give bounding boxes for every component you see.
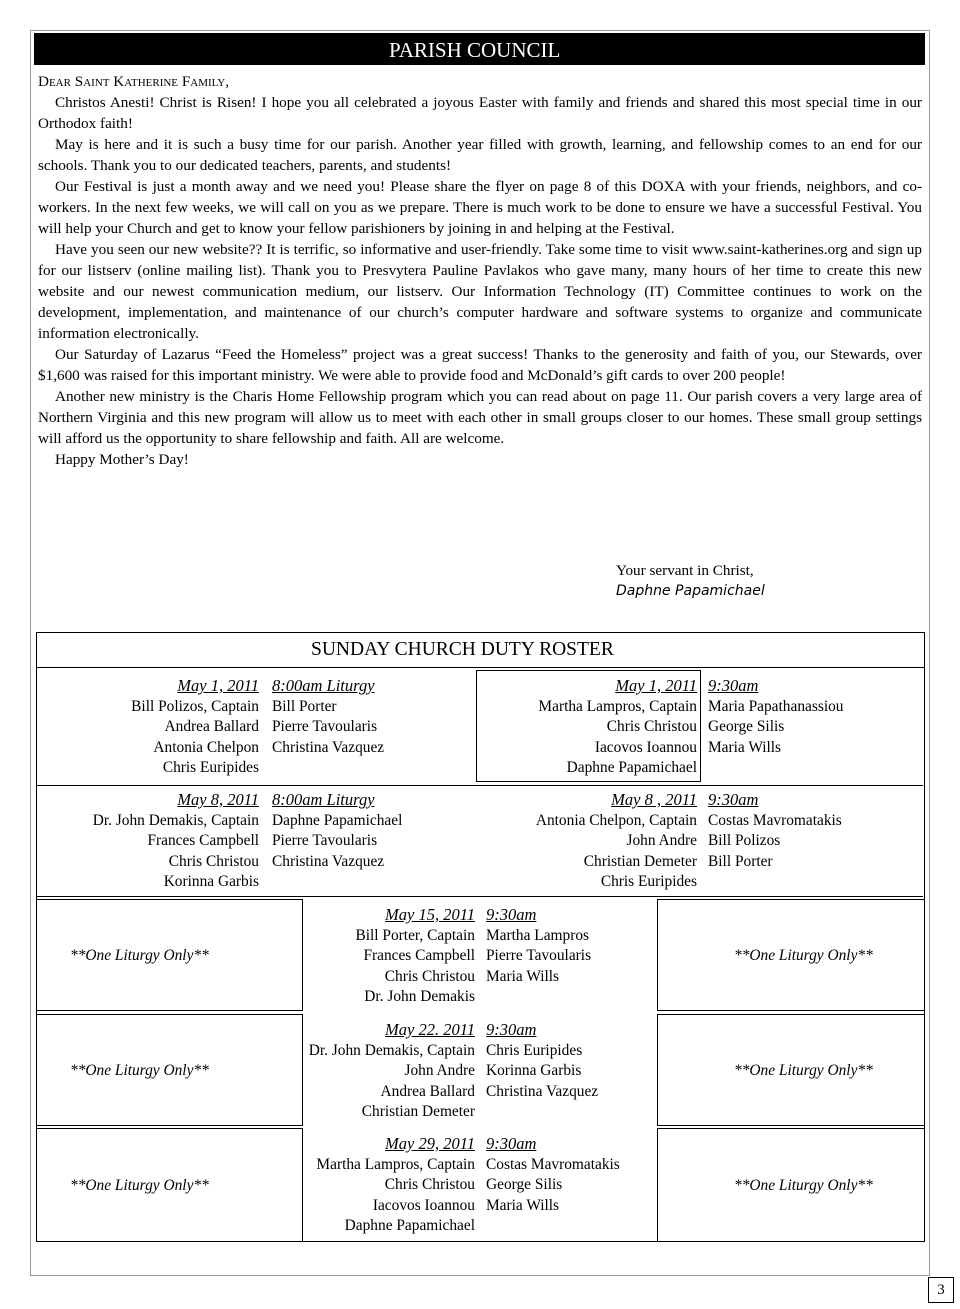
- roster-name: John Andre: [626, 832, 697, 849]
- roster-name: Daphne Papamichael: [344, 1217, 475, 1234]
- roster-name: Bill Porter, Captain: [355, 926, 475, 944]
- signature-block: [616, 560, 765, 602]
- roster-name: Chris Christou: [384, 1176, 475, 1193]
- roster-date: May 8 , 2011: [611, 790, 697, 809]
- roster-time: 9:30am: [708, 790, 759, 809]
- one-liturgy-note: **One Liturgy Only**: [734, 1062, 873, 1079]
- one-liturgy-note: **One Liturgy Only**: [70, 1177, 209, 1194]
- roster-name: George Silis: [708, 718, 785, 735]
- salutation: Dear Saint Katherine Family,: [38, 73, 230, 90]
- roster-name: Dr. John Demakis: [364, 988, 475, 1005]
- letter-paragraph: May is here and it is such a busy time for our parish. Another year filled with growth, learning, and fellowship comes to an end for our schools. Thank you to our dedicated teachers, parents, and students!: [38, 136, 922, 174]
- roster-name: Antonia Chelpon, Captain: [535, 811, 697, 829]
- roster-names: [256, 1134, 475, 1237]
- roster-name: Costas Mavromatakis: [708, 811, 842, 829]
- roster-chanters: [486, 905, 656, 987]
- letter-paragraph: Another new ministry is the Charis Home Fellowship program which you can read about on page 11. Our parish covers a very large area of Northern Virginia and this new program will allow us to meet with each other in small groups closer to our homes. These small group settings will afford us the opportunity to share fellowship and faith. All are welcome.: [38, 388, 922, 447]
- roster-date: May 8, 2011: [177, 790, 259, 809]
- roster-date: May 1, 2011: [177, 676, 259, 695]
- roster-name: Frances Campbell: [147, 832, 259, 849]
- letter-paragraph: Happy Mother’s Day!: [55, 451, 189, 468]
- roster-chanters: [486, 1134, 656, 1216]
- roster-name: Iacovos Ioannou: [594, 738, 697, 756]
- roster-time: 9:30am: [708, 676, 759, 695]
- roster-name: Dr. John Demakis, Captain: [308, 1041, 475, 1059]
- roster-name: Bill Porter: [708, 852, 773, 870]
- roster-name: Chris Euripides: [162, 759, 259, 776]
- roster-chanters: [272, 790, 472, 872]
- roster-name: Pierre Tavoularis: [272, 718, 378, 735]
- roster-chanters: [708, 676, 918, 758]
- roster-names: [40, 790, 259, 893]
- roster-chanters: [486, 1020, 656, 1102]
- roster-date: May 22. 2011: [385, 1020, 475, 1039]
- roster-name: Iacovos Ioannou: [372, 1196, 475, 1214]
- roster-name: Christina Vazquez: [486, 1082, 599, 1100]
- roster-name: Chris Christou: [168, 852, 259, 870]
- roster-name: Pierre Tavoularis: [486, 947, 592, 964]
- roster-name: Maria Papathanassiou: [708, 697, 844, 715]
- roster-name: Christina Vazquez: [272, 738, 385, 756]
- roster-time: 8:00am Liturgy: [272, 790, 375, 809]
- roster-name: Daphne Papamichael: [566, 759, 697, 776]
- roster-name: Martha Lampros, Captain: [538, 697, 697, 715]
- page-number: 3: [928, 1277, 954, 1303]
- roster-name: Daphne Papamichael: [272, 811, 403, 829]
- letter-body: [38, 71, 922, 470]
- roster-name: John Andre: [404, 1062, 475, 1079]
- letter-paragraph: Have you seen our new website?? It is terrific, so informative and user-friendly. Take some time to visit www.saint-katherines.org and sign up for our listserv (online mailing list). Thank you to Presvytera Pauline Pavlakos who gave many, many hours of her time to create this new website and our newest communication medium, our listserv. Our Information Technology (IT) Committee continues to work on the development, implementation, and maintenance of our church’s computer hardware and software systems to organize and communicate information electronically.: [38, 241, 922, 342]
- roster-name: Andrea Ballard: [164, 718, 259, 735]
- roster-name: Antonia Chelpon: [153, 738, 259, 756]
- roster-name: George Silis: [486, 1176, 563, 1193]
- roster-name: Chris Euripides: [486, 1041, 583, 1059]
- roster-name: Bill Porter: [272, 697, 337, 715]
- roster-names: [478, 790, 697, 893]
- roster-names: [478, 676, 697, 779]
- roster-name: Chris Christou: [384, 967, 475, 985]
- roster-name: Martha Lampros, Captain: [316, 1155, 475, 1173]
- roster-name: Maria Wills: [486, 967, 560, 985]
- closing: Your servant in Christ,: [616, 562, 754, 579]
- roster-name: Costas Mavromatakis: [486, 1155, 620, 1173]
- roster-names: [40, 676, 259, 779]
- letter-paragraph: Our Festival is just a month away and we need you! Please share the flyer on page 8 of this DOXA with your friends, neighbors, and co-workers. In the next few weeks, we will call on you as we prepare. There is much work to be done to ensure we have a successful Festival. You will help your Church and get to know your fellow parishioners by joining in and helping at the Festival.: [38, 178, 922, 237]
- roster-chanters: [272, 676, 472, 758]
- roster-date: May 1, 2011: [615, 676, 697, 695]
- roster-name: Andrea Ballard: [380, 1082, 475, 1100]
- roster-names: [256, 905, 475, 1008]
- roster-name: Chris Euripides: [600, 873, 697, 890]
- roster-time: 9:30am: [486, 1020, 537, 1039]
- roster-name: Bill Polizos: [708, 832, 781, 849]
- roster-name: Bill Polizos, Captain: [131, 697, 259, 715]
- roster-name: Korinna Garbis: [163, 873, 259, 890]
- section-header: [34, 33, 925, 65]
- roster-date: May 15, 2011: [385, 905, 475, 924]
- roster-name: Pierre Tavoularis: [272, 832, 378, 849]
- roster-name: Martha Lampros: [486, 926, 590, 944]
- roster-names: [256, 1020, 475, 1123]
- roster-chanters: [708, 790, 918, 872]
- section-title: PARISH COUNCIL: [389, 38, 561, 62]
- roster-time: 9:30am: [486, 1134, 537, 1153]
- roster-time: 8:00am Liturgy: [272, 676, 375, 695]
- roster-name: Christina Vazquez: [272, 852, 385, 870]
- roster-name: Maria Wills: [486, 1196, 560, 1214]
- divider: [36, 667, 925, 668]
- roster-name: Korinna Garbis: [486, 1062, 582, 1079]
- one-liturgy-note: **One Liturgy Only**: [734, 1177, 873, 1194]
- roster-date: May 29, 2011: [385, 1134, 475, 1153]
- one-liturgy-note: **One Liturgy Only**: [70, 1062, 209, 1079]
- roster-name: Frances Campbell: [363, 947, 475, 964]
- roster-name: Christian Demeter: [361, 1103, 475, 1120]
- roster-name: Maria Wills: [708, 738, 782, 756]
- one-liturgy-note: **One Liturgy Only**: [734, 947, 873, 964]
- letter-paragraph: Our Saturday of Lazarus “Feed the Homeless” project was a great success! Thanks to the generosity and faith of you, our Stewards, over $1,600 was raised for this important ministry. We were able to provide food and McDonald’s gift cards to over 200 people!: [38, 346, 922, 384]
- roster-title: SUNDAY CHURCH DUTY ROSTER: [311, 639, 614, 660]
- roster-name: Christian Demeter: [583, 852, 697, 870]
- roster-name: Chris Christou: [606, 718, 697, 735]
- roster-time: 9:30am: [486, 905, 537, 924]
- letter-paragraph: Christos Anesti! Christ is Risen! I hope you all celebrated a joyous Easter with family and friends and shared this most special time in our Orthodox faith!: [38, 94, 922, 132]
- signature: Daphne Papamichael: [616, 583, 765, 599]
- roster-name: Dr. John Demakis, Captain: [92, 811, 259, 829]
- one-liturgy-note: **One Liturgy Only**: [70, 947, 209, 964]
